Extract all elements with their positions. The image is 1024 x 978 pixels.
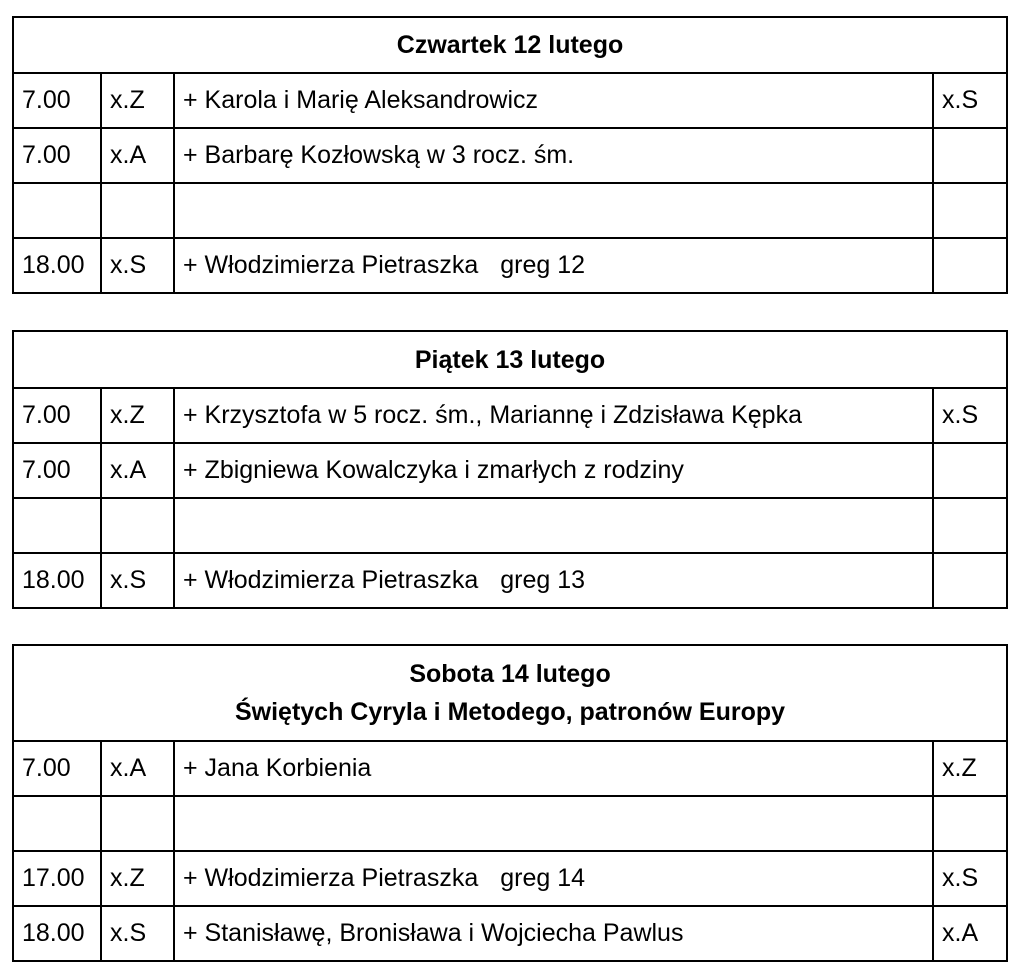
- priest-cell: x.S: [101, 238, 174, 293]
- day-table: [12, 16, 1008, 294]
- feast-title: Świętych Cyryla i Metodego, patronów Europy: [234, 698, 786, 726]
- table-row: [13, 238, 1007, 293]
- gregorian-note: greg 12: [500, 251, 586, 279]
- day-header: [13, 17, 1007, 73]
- celebrant-cell: x.A: [933, 906, 1007, 961]
- gregorian-note: greg 14: [500, 864, 586, 892]
- gregorian-note: greg 13: [500, 566, 586, 594]
- intention-text: + Jana Korbienia: [183, 754, 372, 782]
- day-table: [12, 330, 1008, 609]
- mass-time: 7.00: [13, 128, 101, 183]
- priest-cell: x.A: [101, 443, 174, 498]
- mass-time: 17.00: [13, 851, 101, 906]
- celebrant-cell: x.S: [933, 73, 1007, 128]
- table-row: [13, 183, 1007, 238]
- priest-cell: x.A: [101, 741, 174, 796]
- intention-cell: [174, 906, 933, 961]
- mass-time: [13, 183, 101, 238]
- priest-cell: x.S: [101, 553, 174, 608]
- intention-cell: [174, 498, 933, 553]
- priest-cell: x.Z: [101, 388, 174, 443]
- mass-time: 7.00: [13, 741, 101, 796]
- intention-cell: [174, 796, 933, 851]
- mass-time: 18.00: [13, 906, 101, 961]
- priest-cell: [101, 183, 174, 238]
- mass-time: 7.00: [13, 443, 101, 498]
- intention-text: + Włodzimierza Pietraszka: [183, 566, 479, 594]
- table-row: [13, 553, 1007, 608]
- intention-text: + Krzysztofa w 5 rocz. śm., Mariannę i Zdzisława Kępka: [183, 401, 802, 429]
- celebrant-cell: x.S: [933, 851, 1007, 906]
- priest-cell: x.Z: [101, 851, 174, 906]
- celebrant-cell: x.Z: [933, 741, 1007, 796]
- intention-text: + Włodzimierza Pietraszka: [183, 864, 479, 892]
- table-row: [13, 498, 1007, 553]
- celebrant-cell: [933, 553, 1007, 608]
- table-row: [13, 73, 1007, 128]
- day-table: [12, 644, 1008, 962]
- intention-cell: [174, 553, 933, 608]
- intention-cell: [174, 741, 933, 796]
- priest-cell: [101, 796, 174, 851]
- priest-cell: x.S: [101, 906, 174, 961]
- mass-time: 18.00: [13, 238, 101, 293]
- celebrant-cell: x.S: [933, 388, 1007, 443]
- priest-cell: x.A: [101, 128, 174, 183]
- table-row: [13, 388, 1007, 443]
- celebrant-cell: [933, 238, 1007, 293]
- intention-text: + Włodzimierza Pietraszka: [183, 251, 479, 279]
- intention-text: + Karola i Marię Aleksandrowicz: [183, 86, 539, 114]
- celebrant-cell: [933, 128, 1007, 183]
- mass-time: 18.00: [13, 553, 101, 608]
- intention-text: + Zbigniewa Kowalczyka i zmarłych z rodziny: [183, 456, 684, 484]
- table-row: [13, 443, 1007, 498]
- table-row: [13, 796, 1007, 851]
- table-row: [13, 906, 1007, 961]
- intention-cell: [174, 388, 933, 443]
- mass-time: 7.00: [13, 73, 101, 128]
- priest-cell: x.Z: [101, 73, 174, 128]
- intention-cell: [174, 238, 933, 293]
- table-row: [13, 851, 1007, 906]
- intention-cell: [174, 128, 933, 183]
- intention-text: + Stanisławę, Bronisława i Wojciecha Pawlus: [183, 919, 684, 947]
- day-title: Czwartek 12 lutego: [396, 31, 624, 59]
- celebrant-cell: [933, 183, 1007, 238]
- intention-text: + Barbarę Kozłowską w 3 rocz. śm.: [183, 141, 575, 169]
- mass-time: [13, 796, 101, 851]
- day-title: Piątek 13 lutego: [414, 345, 606, 374]
- intention-cell: [174, 73, 933, 128]
- day-header: [13, 645, 1007, 741]
- intention-cell: [174, 183, 933, 238]
- celebrant-cell: [933, 443, 1007, 498]
- celebrant-cell: [933, 498, 1007, 553]
- intention-cell: [174, 443, 933, 498]
- table-row: [13, 128, 1007, 183]
- day-header: [13, 331, 1007, 388]
- table-row: [13, 741, 1007, 796]
- intention-cell: [174, 851, 933, 906]
- day-title: Sobota 14 lutego: [409, 660, 611, 688]
- mass-time: [13, 498, 101, 553]
- celebrant-cell: [933, 796, 1007, 851]
- priest-cell: [101, 498, 174, 553]
- mass-time: 7.00: [13, 388, 101, 443]
